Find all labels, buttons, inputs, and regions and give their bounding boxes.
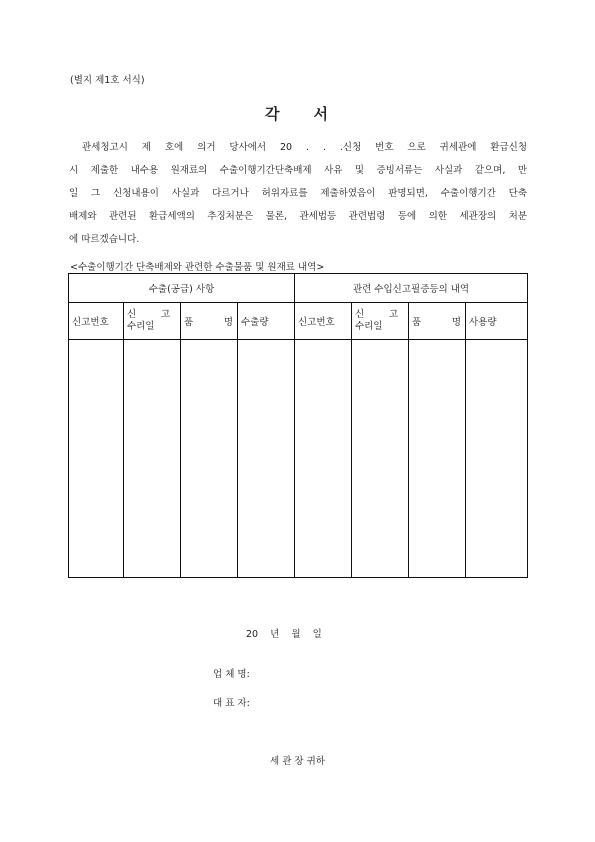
import-declaration-no-header: 신고번호 [295, 303, 352, 340]
export-acceptance-date-cell[interactable] [124, 340, 181, 578]
export-accept-char-b: 고 [160, 309, 170, 320]
import-item-name-cell[interactable] [409, 340, 466, 578]
export-item-name-cell[interactable] [181, 340, 238, 578]
table-row [69, 340, 528, 578]
table-caption: <수출이행기간 단축배제와 관련한 수출물품 및 원재료 내역> [70, 262, 325, 273]
import-item-char-b: 명 [451, 317, 461, 328]
body-line-5: 에 따르겠습니다. [69, 234, 140, 245]
representative-label: 대 표 자: [213, 698, 250, 709]
pledge-body-text [69, 136, 527, 251]
import-accept-char-a: 신 [355, 309, 365, 320]
export-declaration-no-header: 신고번호 [69, 303, 124, 340]
export-item-name-header [181, 303, 238, 340]
export-declaration-no-cell[interactable] [69, 340, 124, 578]
body-line-3: 일 그 신청내용이 사실과 다르거나 허위자료를 제출하였음이 판명되면, 수출이행기간 단축 [69, 188, 527, 199]
import-usage-quantity-header: 사용량 [466, 303, 528, 340]
import-accept-char-b: 고 [388, 309, 398, 320]
title-char-2: 서 [313, 105, 330, 123]
title-char-1: 각 [265, 105, 282, 123]
import-acceptance-date-cell[interactable] [352, 340, 409, 578]
export-acceptance-date-header [124, 303, 181, 340]
body-line-1: 관세청고시 제 호에 의거 당사에서 20 . . .신청 번호 으로 귀세관에 환급신청 [82, 142, 527, 153]
export-item-char-a: 품 [184, 317, 194, 328]
import-item-name-header [409, 303, 466, 340]
export-import-detail-table [68, 273, 528, 578]
form-code: (별지 제1호 서식) [70, 75, 145, 86]
addressee: 세 관 장 귀하 [270, 756, 325, 767]
import-usage-quantity-cell[interactable] [466, 340, 528, 578]
import-item-char-a: 품 [412, 317, 422, 328]
import-acceptance-date-header [352, 303, 409, 340]
date-line: 20 년 월 일 [246, 629, 322, 640]
export-accept-char-a: 신 [127, 309, 137, 320]
import-accept-bottom: 수리일 [355, 321, 383, 332]
export-item-char-b: 명 [223, 317, 233, 328]
import-declaration-no-cell[interactable] [295, 340, 352, 578]
body-line-4: 배제와 관련된 환급세액의 추징처분은 물론, 관세법등 관련법령 등에 의한 세관장의 처분 [69, 211, 527, 222]
document-title [0, 103, 595, 124]
export-group-header: 수출(공급) 사항 [69, 274, 295, 303]
company-name-label: 업 체 명: [213, 669, 250, 680]
export-accept-bottom: 수리일 [127, 321, 155, 332]
export-quantity-cell[interactable] [238, 340, 295, 578]
export-quantity-header: 수출량 [238, 303, 295, 340]
body-line-2: 시 제출한 내수용 원재료의 수출이행기간단축배제 사유 및 증빙서류는 사실과 같으며, 만 [69, 165, 527, 176]
import-group-header: 관련 수입신고필증등의 내역 [295, 274, 528, 303]
